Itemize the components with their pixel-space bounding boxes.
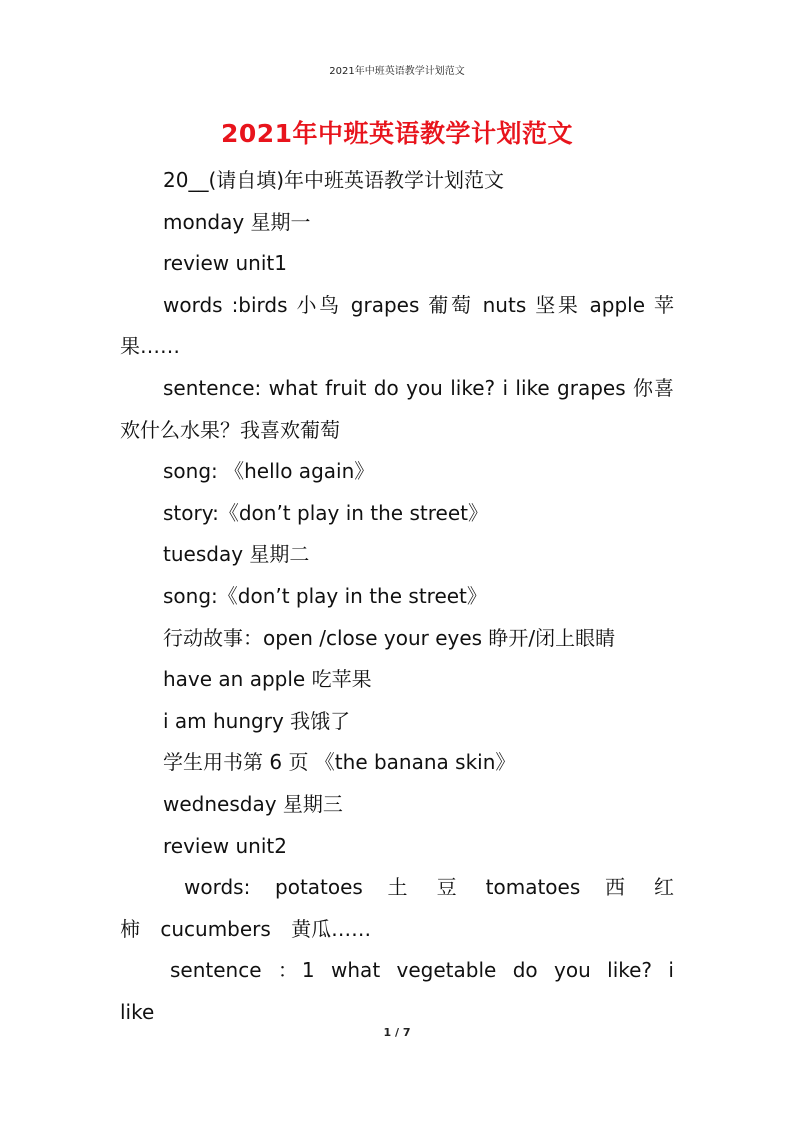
paragraph: 20__(请自填)年中班英语教学计划范文 (163, 168, 505, 192)
paragraph: wednesday 星期三 (163, 791, 343, 816)
document-body (120, 160, 674, 1033)
paragraph: story:《don’t play in the street》 (163, 500, 488, 525)
paragraph: monday 星期一 (163, 209, 311, 234)
paragraph: words: potatoes 土 豆 tomatoes 西 红 柿 cucumbers 黄瓜…… (120, 875, 674, 941)
paragraph: sentence ：1 what vegetable do you like? i like (120, 958, 674, 1024)
page-number: 1 / 7 (383, 1026, 411, 1039)
paragraph: song:《don’t play in the street》 (163, 583, 487, 608)
paragraph: tuesday 星期二 (163, 542, 310, 567)
running-header: 2021年中班英语教学计划范文 (329, 66, 465, 77)
paragraph: review unit2 (163, 833, 287, 858)
document-title: 2021年中班英语教学计划范文 (220, 119, 574, 148)
paragraph: i am hungry 我饿了 (163, 708, 351, 733)
paragraph: sentence: what fruit do you like? i like grapes 你喜欢什么水果？我喜欢葡萄 (120, 375, 674, 442)
paragraph: 行动故事：open /close your eyes 睁开/闭上眼睛 (163, 625, 616, 650)
paragraph: song: 《hello again》 (163, 459, 375, 484)
paragraph: words :birds 小鸟 grapes 葡萄 nuts 坚果 apple 苹果…… (120, 292, 674, 359)
paragraph: have an apple 吃苹果 (163, 667, 372, 692)
paragraph: review unit1 (163, 251, 287, 276)
paragraph: 学生用书第 6 页 《the banana skin》 (163, 750, 516, 775)
